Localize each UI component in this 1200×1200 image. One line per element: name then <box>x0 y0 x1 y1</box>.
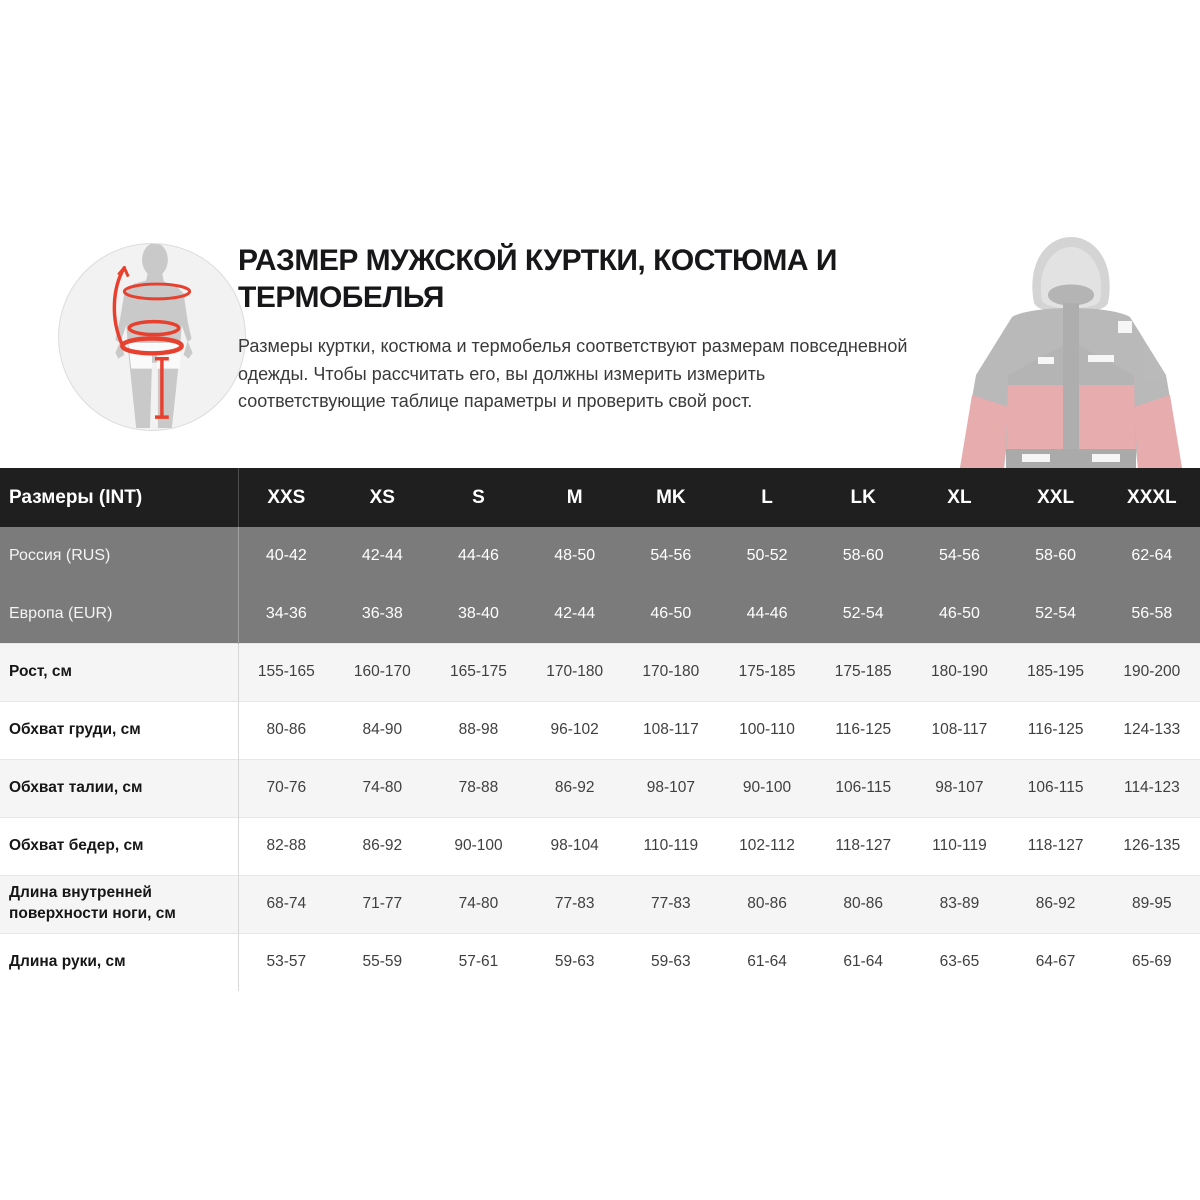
size-header-lk: LK <box>815 468 911 527</box>
size-value-cell: 118-127 <box>1027 837 1084 854</box>
table-row <box>0 643 1200 701</box>
size-value-cell: 52-54 <box>842 604 884 622</box>
size-value-cell: 118-127 <box>835 837 892 854</box>
size-value-cell: 98-107 <box>935 779 984 796</box>
size-value-cell: 36-38 <box>361 604 403 622</box>
size-value-cell: 90-100 <box>454 837 503 854</box>
size-value-cell: 80-86 <box>747 895 787 912</box>
size-value-cell: 89-95 <box>1132 895 1172 912</box>
size-value-cell: 190-200 <box>1123 663 1181 680</box>
size-value-cell: 106-115 <box>835 779 892 796</box>
size-value-cell: 114-123 <box>1123 779 1180 796</box>
size-value-cell: 34-36 <box>265 604 307 622</box>
size-value-cell: 170-180 <box>642 663 700 680</box>
table-row <box>0 875 1200 933</box>
size-value-cell: 98-104 <box>550 837 599 854</box>
size-value-cell: 90-100 <box>742 779 792 796</box>
size-value-cell: 74-80 <box>458 895 499 912</box>
size-value-cell: 64-67 <box>1035 953 1076 971</box>
size-value-cell: 62-64 <box>1131 547 1173 564</box>
size-value-cell: 77-83 <box>651 895 691 912</box>
table-row <box>0 527 1200 585</box>
size-value-cell: 86-92 <box>1035 895 1076 912</box>
row-label: Рост, см <box>0 643 238 701</box>
size-value-cell: 56-58 <box>1131 604 1173 622</box>
body-silhouette-icon <box>59 244 245 430</box>
size-value-cell: 42-44 <box>554 604 596 622</box>
size-header-mk: MK <box>623 468 719 527</box>
size-value-cell: 80-86 <box>266 721 307 738</box>
size-value-cell: 46-50 <box>938 604 980 622</box>
row-label: Длина внутренней поверхности ноги, см <box>0 875 238 933</box>
size-value-cell: 84-90 <box>362 721 403 738</box>
jacket-product-image <box>942 225 1200 468</box>
size-value-cell: 50-52 <box>746 547 788 564</box>
size-value-cell: 54-56 <box>938 547 980 564</box>
size-value-cell: 40-42 <box>265 547 307 564</box>
size-value-cell: 160-170 <box>353 663 411 680</box>
size-value-cell: 42-44 <box>361 547 403 564</box>
size-value-cell: 61-64 <box>843 953 884 971</box>
size-value-cell: 74-80 <box>362 779 403 796</box>
size-value-cell: 108-117 <box>642 721 699 738</box>
table-row <box>0 759 1200 817</box>
size-value-cell: 155-165 <box>257 663 315 680</box>
size-value-cell: 53-57 <box>266 953 307 971</box>
size-value-cell: 88-98 <box>458 721 499 738</box>
size-value-cell: 185-195 <box>1027 663 1085 680</box>
size-value-cell: 55-59 <box>362 953 403 971</box>
size-value-cell: 44-46 <box>458 547 499 564</box>
size-value-cell: 77-83 <box>554 895 595 912</box>
size-value-cell: 57-61 <box>458 953 499 971</box>
row-label: Длина руки, см <box>0 933 238 991</box>
row-label: Обхват бедер, см <box>0 817 238 875</box>
size-table-body <box>0 527 1200 991</box>
size-value-cell: 59-63 <box>554 953 595 971</box>
size-value-cell: 63-65 <box>939 953 980 971</box>
page-title: РАЗМЕР МУЖСКОЙ КУРТКИ, КОСТЮМА И ТЕРМОБЕЛЬЯ <box>238 244 837 314</box>
size-value-cell: 70-76 <box>266 779 307 796</box>
size-value-cell: 83-89 <box>939 895 980 912</box>
size-header-row <box>0 468 1200 527</box>
size-value-cell: 96-102 <box>550 721 599 738</box>
size-value-cell: 82-88 <box>266 837 307 854</box>
size-value-cell: 58-60 <box>842 547 884 564</box>
table-row <box>0 585 1200 643</box>
size-header-xs: XS <box>334 468 430 527</box>
size-value-cell: 80-86 <box>843 895 884 912</box>
size-value-cell: 124-133 <box>1123 721 1181 738</box>
size-header-xxxl: XXXL <box>1104 468 1200 527</box>
table-corner-label: Размеры (INT) <box>0 468 238 527</box>
size-value-cell: 108-117 <box>931 721 988 738</box>
table-row <box>0 933 1200 991</box>
size-value-cell: 110-119 <box>643 837 699 854</box>
size-value-cell: 52-54 <box>1035 604 1077 622</box>
size-value-cell: 68-74 <box>266 895 307 912</box>
size-value-cell: 110-119 <box>932 837 987 854</box>
page-description: Размеры куртки, костюма и термобелья соответствуют размерам повседневной одежды. Чтобы рассчитать его, вы должны измерить измерить соответствующие таблице параметры и проверить свой рост. <box>238 336 908 412</box>
size-value-cell: 78-88 <box>458 779 499 796</box>
size-value-cell: 175-185 <box>738 663 796 680</box>
size-value-cell: 86-92 <box>554 779 595 796</box>
size-header-l: L <box>719 468 815 527</box>
row-label: Россия (RUS) <box>0 527 238 585</box>
row-label: Европа (EUR) <box>0 585 238 643</box>
size-value-cell: 44-46 <box>746 604 788 622</box>
size-value-cell: 71-77 <box>362 895 403 912</box>
size-table <box>0 468 1200 991</box>
size-value-cell: 38-40 <box>458 604 499 622</box>
table-row <box>0 701 1200 759</box>
size-value-cell: 180-190 <box>930 663 988 680</box>
size-value-cell: 54-56 <box>650 547 692 564</box>
size-value-cell: 116-125 <box>835 721 892 738</box>
size-value-cell: 165-175 <box>450 663 507 680</box>
row-label: Обхват талии, см <box>0 759 238 817</box>
size-value-cell: 65-69 <box>1132 953 1172 971</box>
size-value-cell: 102-112 <box>739 837 795 854</box>
size-value-cell: 48-50 <box>554 547 596 564</box>
size-header-xxs: XXS <box>238 468 334 527</box>
size-value-cell: 100-110 <box>739 721 795 738</box>
size-header-s: S <box>430 468 526 527</box>
size-value-cell: 86-92 <box>362 837 403 854</box>
size-value-cell: 46-50 <box>650 604 692 622</box>
size-value-cell: 175-185 <box>834 663 892 680</box>
size-header-m: M <box>527 468 623 527</box>
table-row <box>0 817 1200 875</box>
size-value-cell: 116-125 <box>1027 721 1084 738</box>
size-value-cell: 170-180 <box>546 663 604 680</box>
intro-section <box>0 0 1200 468</box>
size-value-cell: 61-64 <box>747 953 787 971</box>
size-value-cell: 59-63 <box>651 953 691 971</box>
size-header-xxl: XXL <box>1008 468 1104 527</box>
size-value-cell: 58-60 <box>1035 547 1077 564</box>
body-measurement-diagram-icon <box>58 243 246 431</box>
row-label: Обхват груди, см <box>0 701 238 759</box>
size-header-xl: XL <box>911 468 1007 527</box>
size-value-cell: 98-107 <box>646 779 695 796</box>
intro-text-block <box>238 243 938 416</box>
size-value-cell: 106-115 <box>1027 779 1084 796</box>
size-value-cell: 126-135 <box>1123 837 1181 854</box>
